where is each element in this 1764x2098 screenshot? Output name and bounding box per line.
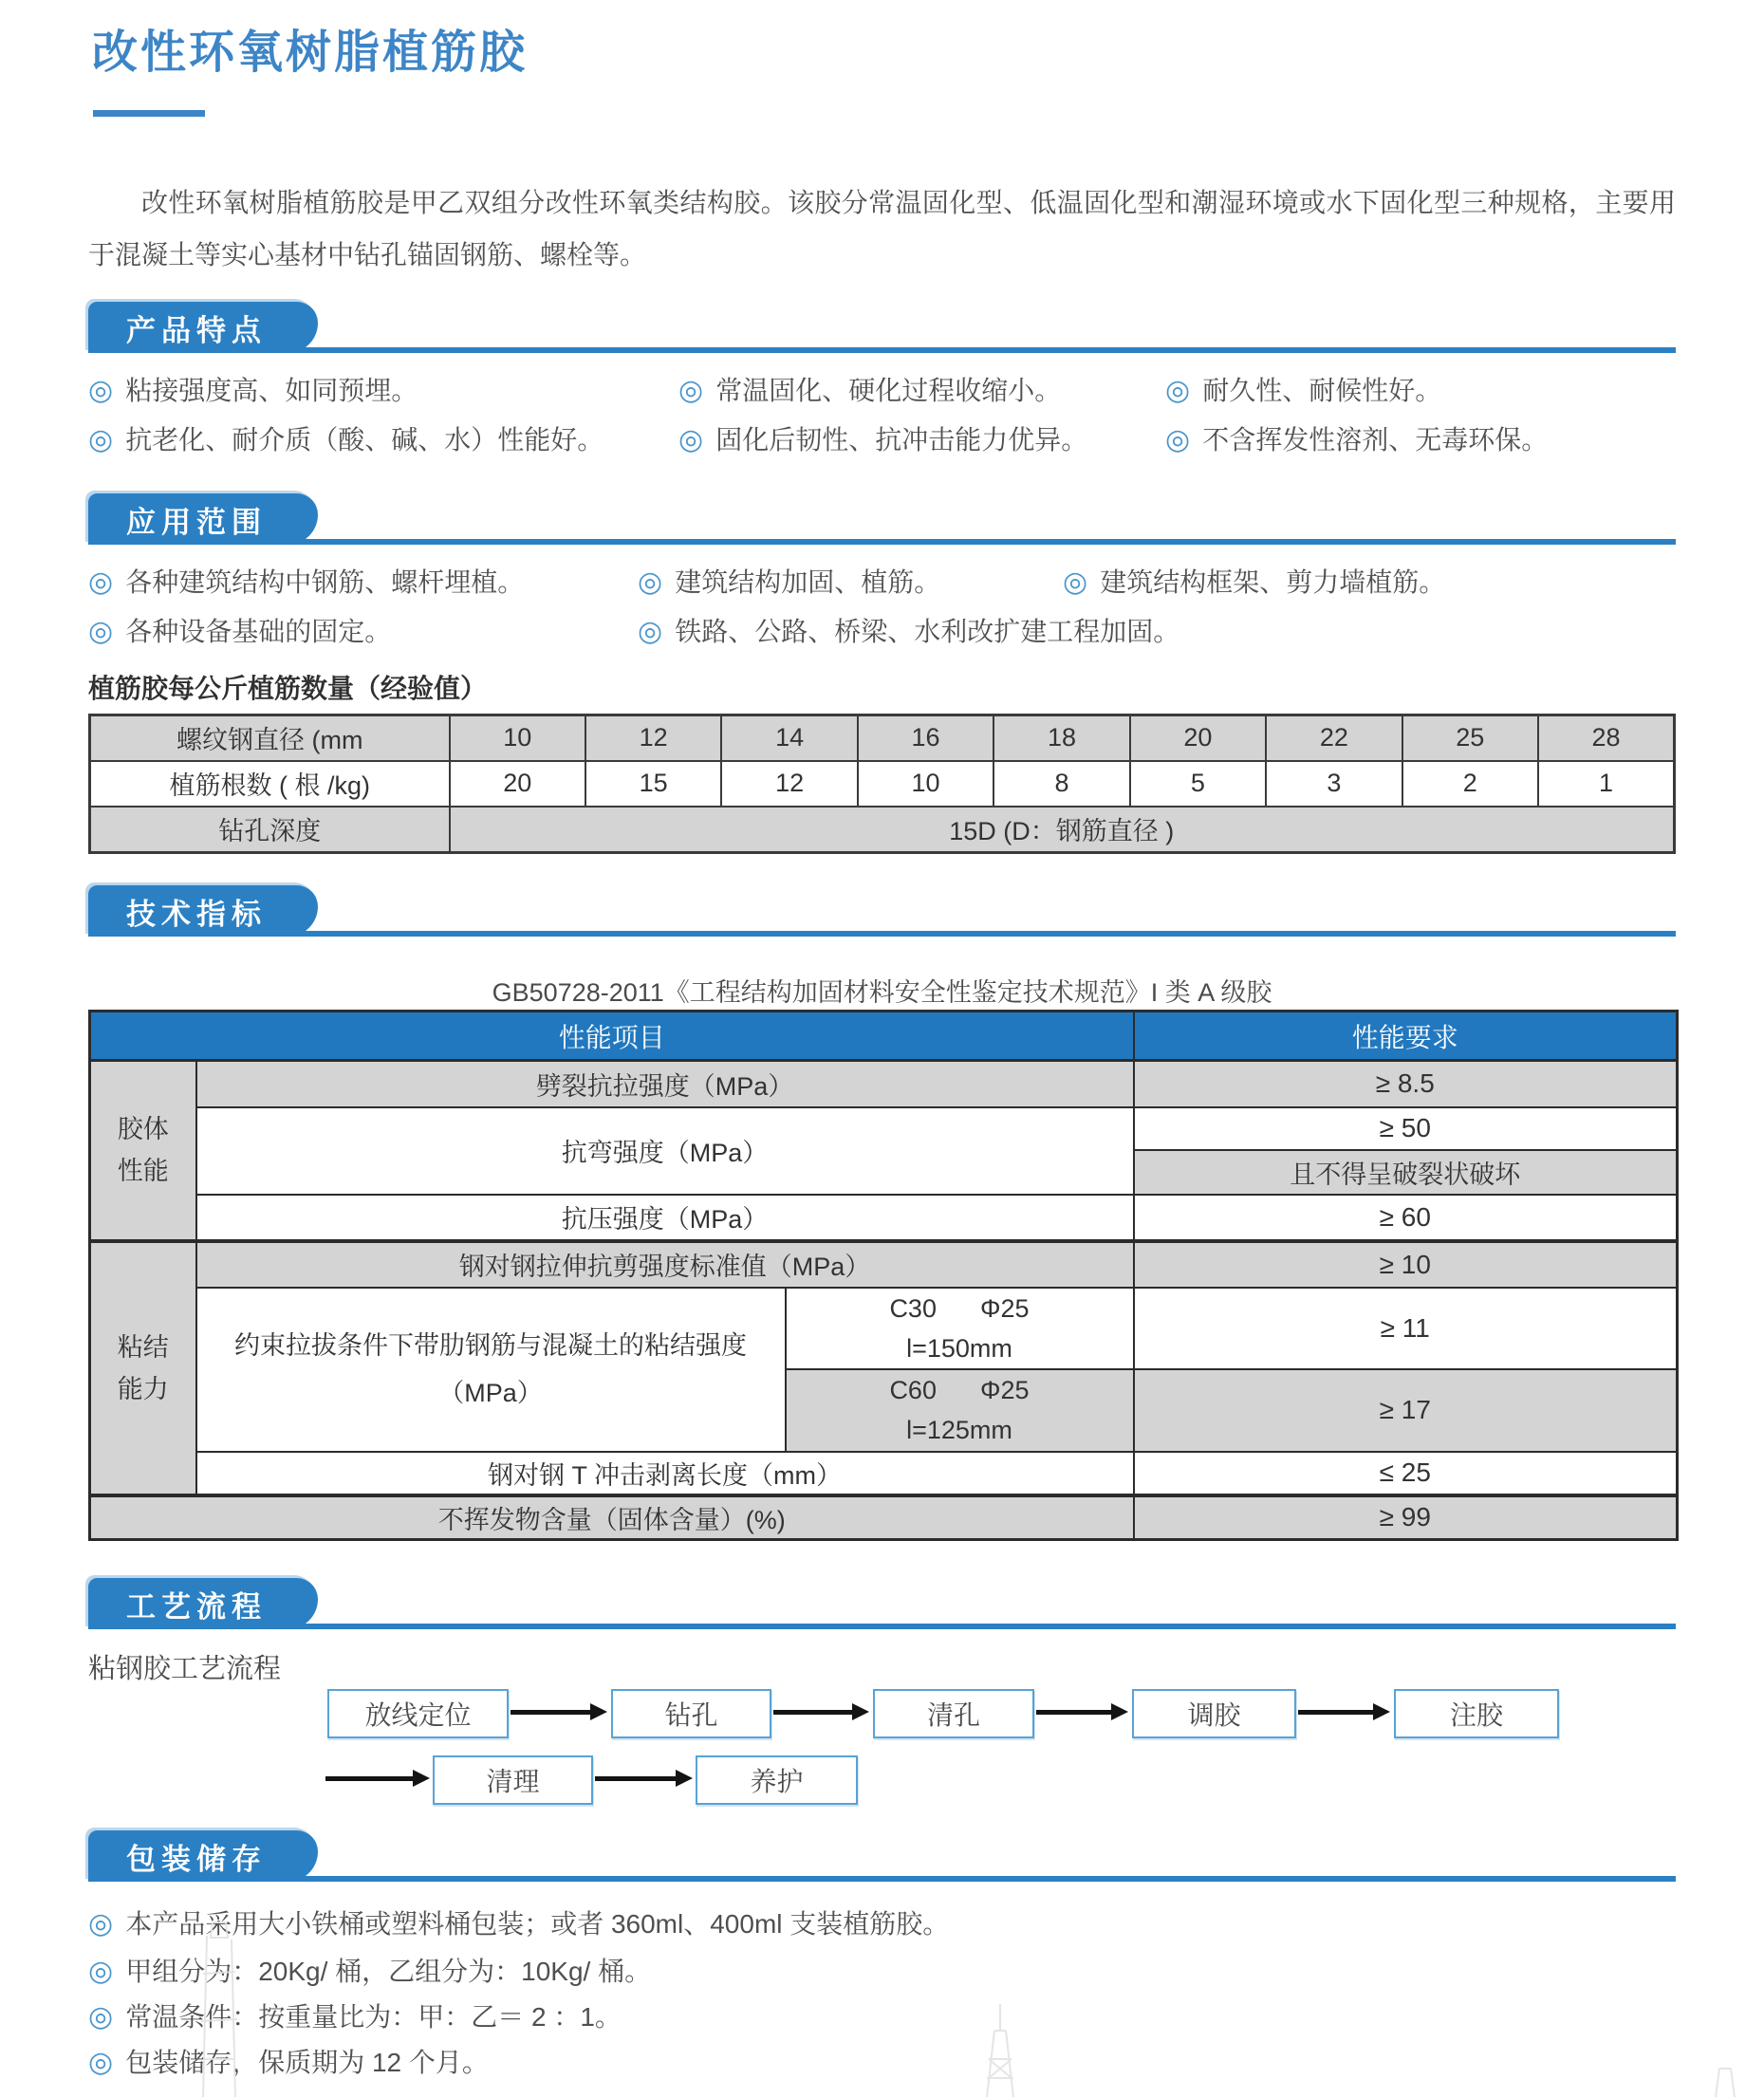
cell: 钢对钢 T 冲击剥离长度（mm）: [196, 1452, 1134, 1495]
table-row: [90, 1495, 1678, 1540]
cell: 3: [1266, 761, 1402, 807]
section-tab-features: [88, 302, 318, 353]
list-item: [638, 613, 1179, 651]
cell: 22: [1266, 715, 1402, 761]
cell: ≥ 99: [1134, 1495, 1678, 1540]
table-header-row: [90, 1012, 1678, 1061]
row-header: 螺纹钢直径 (mm: [90, 715, 450, 761]
feature-text: 抗老化、耐介质（酸、碱、水）性能好。: [125, 425, 604, 455]
packaging-row-3: [88, 1998, 622, 2036]
rebar-quantity-table: [88, 714, 1676, 854]
packaging-text: 常温条件：按重量比为：甲：乙＝ 2 ：1。: [125, 2002, 622, 2032]
cell: 15D (D：钢筋直径 ): [450, 807, 1675, 853]
cell: C30 Φ25 l=150mm: [786, 1288, 1134, 1369]
cell: 10: [858, 761, 993, 807]
table-row: [90, 715, 1675, 761]
title-underline: [93, 110, 205, 117]
table-row: [90, 1195, 1678, 1241]
cell: 12: [585, 715, 721, 761]
packaging-row-1: [88, 1905, 949, 1943]
column-header: 性能要求: [1134, 1012, 1678, 1061]
application-text: 各种设备基础的固定。: [125, 617, 392, 646]
section-label: 工艺流程: [126, 1589, 267, 1624]
process-sub-label: 粘钢胶工艺流程: [88, 1654, 282, 1684]
application-text: 建筑结构加固、植筋。: [675, 567, 941, 597]
flow-arrow-icon: [773, 1710, 852, 1715]
standard-caption: GB50728-2011《工程结构加固材料安全性鉴定技术规范》I 类 A 级胶: [492, 978, 1272, 1007]
section-tab-process: [88, 1578, 318, 1629]
section-label: 技术指标: [126, 897, 267, 931]
feature-text: 常温固化、硬化过程收缩小。: [715, 376, 1062, 405]
flow-arrow-icon: [325, 1776, 413, 1781]
packaging-row-2: [88, 1953, 651, 1991]
cell: 不挥发物含量（固体含量）(%): [90, 1495, 1134, 1540]
feature-text: 耐久性、耐候性好。: [1202, 376, 1442, 405]
cell: 且不得呈破裂状破坏: [1134, 1150, 1678, 1195]
list-item: [638, 564, 1063, 602]
bullseye-bullet-icon: ◎: [678, 424, 704, 455]
column-header: 性能项目: [90, 1012, 1134, 1061]
bullseye-bullet-icon: ◎: [88, 1908, 114, 1940]
intro-paragraph: 改性环氧树脂植筋胶是甲乙双组分改性环氧类结构胶。该胶分常温固化型、低温固化型和潮湿环境或水下固化型三种规格，主要用于混凝土等实心基材中钻孔锚固钢筋、螺栓等。: [88, 188, 1676, 269]
cell: 抗压强度（MPa）: [196, 1195, 1134, 1241]
cell: 20: [1130, 715, 1266, 761]
cell: ≥ 17: [1134, 1369, 1678, 1452]
cell: 10: [450, 715, 585, 761]
cell: ≥ 10: [1134, 1241, 1678, 1288]
table-row: [90, 1061, 1678, 1107]
cell: 1: [1538, 761, 1675, 807]
table-row: [90, 1107, 1678, 1150]
row-header: 钻孔深度: [90, 807, 450, 853]
cell: ≥ 60: [1134, 1195, 1678, 1241]
rebar-table-caption: 植筋胶每公斤植筋数量（经验值）: [88, 674, 488, 703]
bullseye-bullet-icon: ◎: [88, 566, 114, 598]
table-row: [90, 1452, 1678, 1495]
cell: 8: [993, 761, 1129, 807]
application-text: 铁路、公路、桥梁、水利改扩建工程加固。: [675, 617, 1180, 646]
page-title: 改性环氧树脂植筋胶: [92, 28, 529, 78]
packaging-text: 甲组分为：20Kg/ 桶，乙组分为：10Kg/ 桶。: [125, 1957, 652, 1986]
bullseye-bullet-icon: ◎: [88, 616, 114, 647]
table-row: [90, 807, 1675, 853]
bullseye-bullet-icon: ◎: [88, 2047, 114, 2078]
bullseye-bullet-icon: ◎: [1063, 566, 1088, 598]
table-row: [90, 1241, 1678, 1288]
bullseye-bullet-icon: ◎: [1165, 424, 1191, 455]
list-item: [1165, 421, 1548, 459]
section-rule: [88, 539, 1676, 545]
flow-step-box: 养护: [696, 1755, 858, 1805]
flow-arrow-icon: [1298, 1710, 1373, 1715]
cell: ≥ 11: [1134, 1288, 1678, 1369]
cell: 抗弯强度（MPa）: [196, 1107, 1134, 1195]
application-text: 各种建筑结构中钢筋、螺杆埋植。: [125, 567, 525, 597]
flow-arrow-icon: [1036, 1710, 1111, 1715]
section-rule: [88, 1624, 1676, 1629]
cell: ≤ 25: [1134, 1452, 1678, 1495]
list-item: [1165, 372, 1441, 410]
list-item: [88, 2044, 489, 2082]
cell: 25: [1402, 715, 1538, 761]
section-tab-applications: [88, 493, 318, 545]
list-item: [88, 564, 638, 602]
feature-text: 固化后韧性、抗冲击能力优异。: [715, 425, 1088, 455]
section-rule: [88, 931, 1676, 937]
list-item: [1063, 564, 1445, 602]
list-item: [678, 372, 1165, 410]
cell: 18: [993, 715, 1129, 761]
cell: ≥ 50: [1134, 1107, 1678, 1150]
list-item: [88, 1905, 949, 1943]
flow-step-box: 清孔: [873, 1689, 1034, 1738]
cell: 16: [858, 715, 993, 761]
flow-step-box: 调胶: [1132, 1689, 1296, 1738]
features-row-2: [88, 421, 1548, 459]
bullseye-bullet-icon: ◎: [1165, 375, 1191, 406]
applications-row-1: [88, 564, 1445, 602]
flow-step-box: 放线定位: [327, 1689, 509, 1738]
section-tab-tech: [88, 885, 318, 937]
section-label: 包装储存: [126, 1842, 267, 1876]
table-row: [90, 761, 1675, 807]
group-header: 粘结 能力: [90, 1241, 196, 1495]
packaging-text: 本产品采用大小铁桶或塑料桶包装；或者 360ml、400ml 支装植筋胶。: [125, 1909, 950, 1939]
application-text: 建筑结构框架、剪力墙植筋。: [1100, 567, 1446, 597]
flow-arrow-icon: [595, 1776, 676, 1781]
section-rule: [88, 1876, 1676, 1882]
cell: 28: [1538, 715, 1675, 761]
cell: 14: [721, 715, 857, 761]
bullseye-bullet-icon: ◎: [88, 1956, 114, 1987]
bullseye-bullet-icon: ◎: [638, 566, 663, 598]
tech-spec-table: [88, 1010, 1679, 1541]
bullseye-bullet-icon: ◎: [638, 616, 663, 647]
flow-arrow-icon: [511, 1710, 590, 1715]
list-item: [88, 613, 638, 651]
flow-step-box: 钻孔: [611, 1689, 771, 1738]
cell: 20: [450, 761, 585, 807]
feature-text: 粘接强度高、如同预埋。: [125, 376, 418, 405]
list-item: [678, 421, 1165, 459]
bullseye-bullet-icon: ◎: [678, 375, 704, 406]
packaging-text: 包装储存，保质期为 12 个月。: [125, 2048, 489, 2077]
row-header: 植筋根数 ( 根 /kg): [90, 761, 450, 807]
features-row-1: [88, 372, 1441, 410]
section-rule: [88, 347, 1676, 353]
list-item: [88, 421, 678, 459]
list-item: [88, 1953, 651, 1991]
table-row: [90, 1288, 1678, 1369]
cell: 15: [585, 761, 721, 807]
cell: ≥ 8.5: [1134, 1061, 1678, 1107]
cell: 5: [1130, 761, 1266, 807]
feature-text: 不含挥发性溶剂、无毒环保。: [1202, 425, 1549, 455]
section-tab-packaging: [88, 1830, 318, 1882]
flow-step-box: 注胶: [1394, 1689, 1559, 1738]
cell: 钢对钢拉伸抗剪强度标准值（MPa）: [196, 1241, 1134, 1288]
flow-step-box: 清理: [433, 1755, 593, 1805]
bullseye-bullet-icon: ◎: [88, 2001, 114, 2033]
list-item: [88, 1998, 622, 2036]
cell: 12: [721, 761, 857, 807]
group-header: 胶体 性能: [90, 1061, 196, 1241]
cell: 约束拉拔条件下带肋钢筋与混凝土的粘结强度（MPa）: [196, 1288, 786, 1452]
section-label: 产品特点: [126, 313, 267, 347]
cell: C60 Φ25 l=125mm: [786, 1369, 1134, 1452]
bullseye-bullet-icon: ◎: [88, 424, 114, 455]
section-label: 应用范围: [126, 505, 267, 539]
bullseye-bullet-icon: ◎: [88, 375, 114, 406]
list-item: [88, 372, 678, 410]
packaging-row-4: [88, 2044, 489, 2082]
cell: 劈裂抗拉强度（MPa）: [196, 1061, 1134, 1107]
applications-row-2: [88, 613, 1179, 651]
cell: 2: [1402, 761, 1538, 807]
